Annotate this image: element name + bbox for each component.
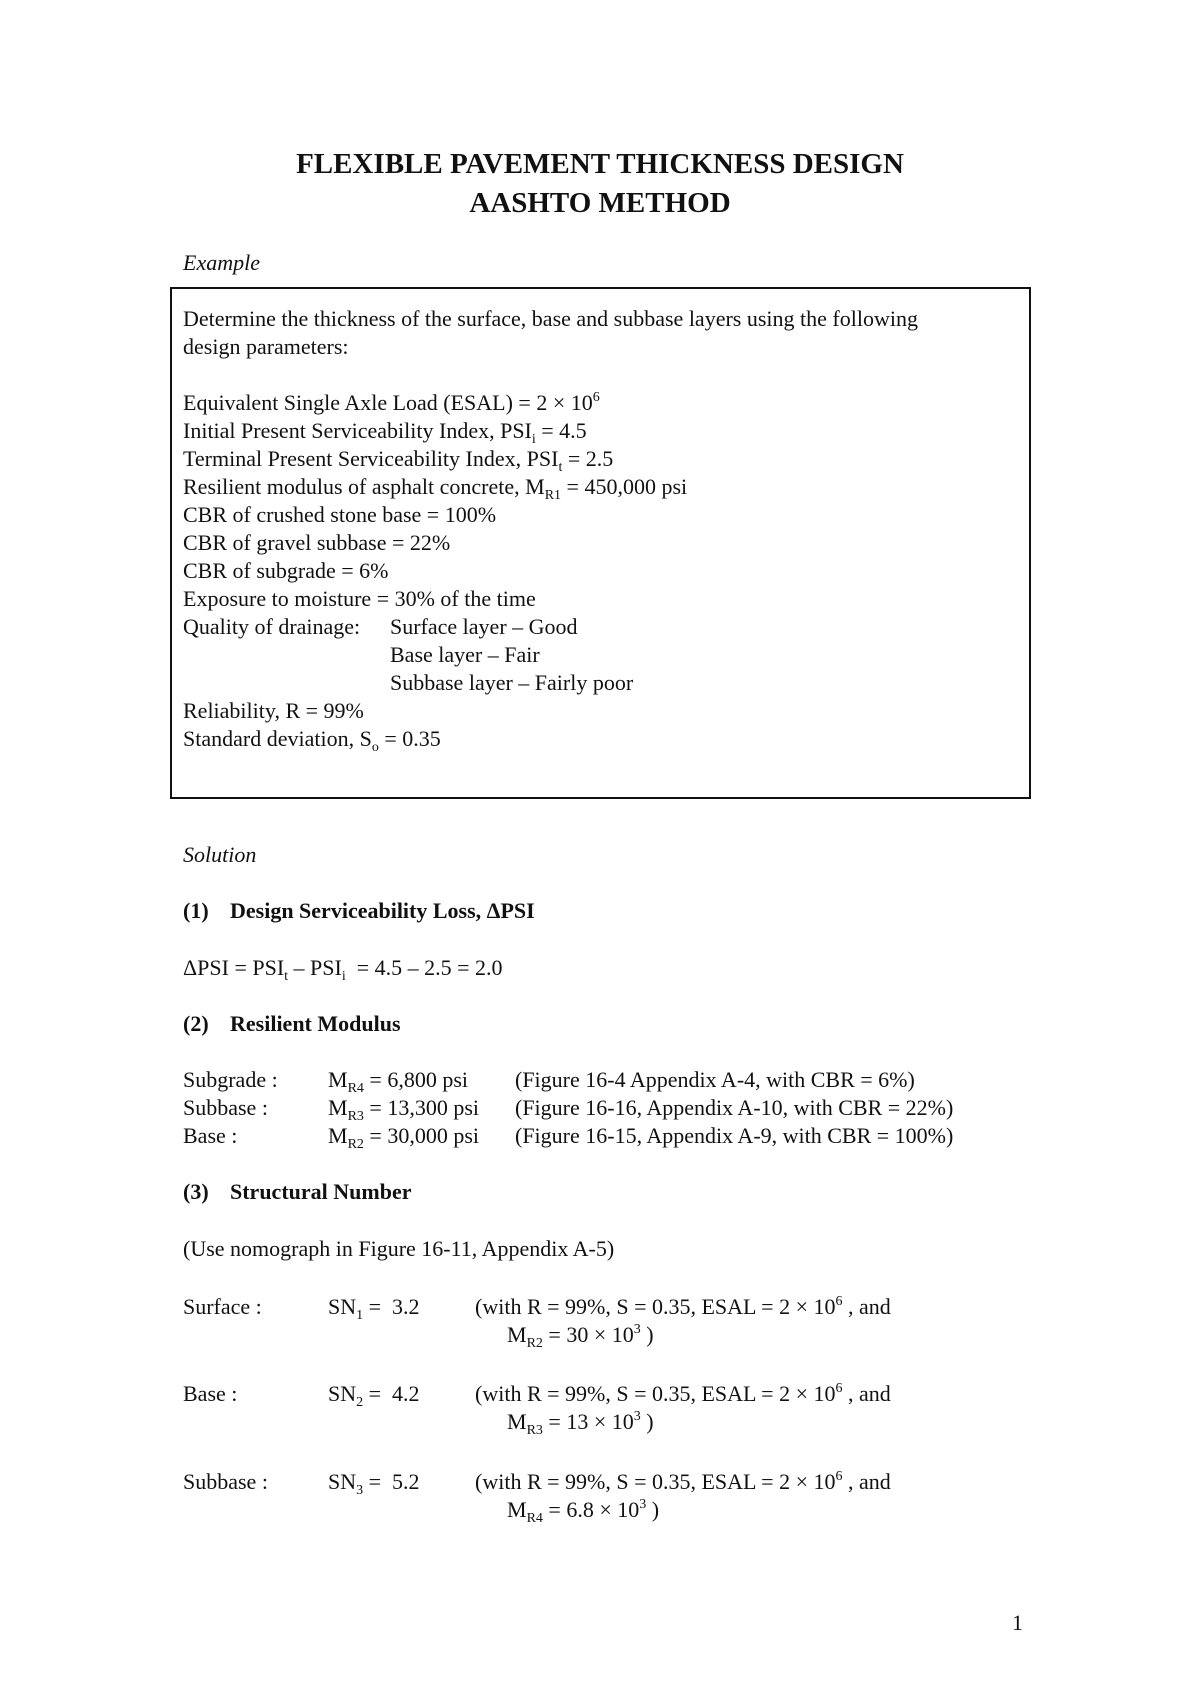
section-1-heading: Design Serviceability Loss, ΔPSI [230,898,535,923]
param-psi-terminal: Terminal Present Serviceability Index, $PSI_t = 2.5$ [183,446,614,475]
solution-label: Solution [183,842,257,867]
param-mr1: Resilient modulus of asphalt concrete, $M_{R1} = 450,000$ psi [183,474,688,503]
mr-row-reference: (Figure 16-16, Appendix A-10, with CBR = 22%) [515,1095,954,1120]
param-drainage-label: Quality of drainage: [183,614,361,639]
param-cbr-subbase: CBR of gravel subbase = 22% [183,530,451,555]
param-cbr-base: CBR of crushed stone base = 100% [183,502,497,527]
mr-row-value: $M_{R3} = 13,300$ psi [328,1095,479,1124]
sn-row-modulus: $M_{R3} = 13 \times 10^3$ ) [507,1409,654,1438]
sn-row-label: Subbase : [183,1469,268,1494]
sn-row-value: $SN_3 = 5.2$ [328,1469,420,1498]
sn-row-value: $SN_1 = 3.2$ [328,1294,420,1323]
sn-row-value: $SN_2 = 4.2$ [328,1381,420,1410]
page-subtitle: AASHTO METHOD [469,187,731,219]
problem-intro-line1: Determine the thickness of the surface, base and subbase layers using the following [183,306,918,331]
section-2-number: (2) [183,1011,209,1036]
param-moisture: Exposure to moisture = 30% of the time [183,586,536,611]
param-esal: Equivalent Single Axle Load (ESAL) = $2 \times 10^6$ [183,390,600,415]
param-drainage-base: Base layer – Fair [390,642,540,667]
mr-row-reference: (Figure 16-15, Appendix A-9, with CBR = 100%) [515,1123,954,1148]
param-psi-initial: Initial Present Serviceability Index, $PSI_i = 4.5$ [183,418,587,447]
param-drainage-surface: Surface layer – Good [390,614,578,639]
section-2-heading: Resilient Modulus [230,1011,401,1036]
param-cbr-subgrade: CBR of subgrade = 6% [183,558,389,583]
sn-row-condition: (with R = 99%, S = 0.35, ESAL = $2 \times 10^6$ , and [475,1294,891,1319]
example-label: Example [183,250,260,275]
mr-row-value: $M_{R4} = 6,800$ psi [328,1067,468,1096]
mr-row-label: Subgrade : [183,1067,278,1092]
page-title: FLEXIBLE PAVEMENT THICKNESS DESIGN [296,148,904,180]
param-drainage-subbase: Subbase layer – Fairly poor [390,670,634,695]
param-stddev: Standard deviation, $S_o = 0.35$ [183,726,441,755]
dpsi-equation: $\Delta PSI = PSI_t - PSI_i = 4.5 - 2.5 = 2.0$ [183,955,503,984]
section-3-number: (3) [183,1179,209,1204]
sn-row-condition: (with R = 99%, S = 0.35, ESAL = $2 \times 10^6$ , and [475,1381,891,1406]
sn-row-condition: (with R = 99%, S = 0.35, ESAL = $2 \times 10^6$ , and [475,1469,891,1494]
param-reliability: Reliability, R = 99% [183,698,364,723]
nomograph-note: (Use nomograph in Figure 16-11, Appendix A-5) [183,1236,615,1261]
mr-row-label: Subbase : [183,1095,268,1120]
page-number: 1 [1012,1610,1023,1635]
section-3-heading: Structural Number [230,1179,412,1204]
problem-intro-line2: design parameters: [183,334,349,359]
sn-row-label: Surface : [183,1294,262,1319]
sn-row-modulus: $M_{R4} = 6.8 \times 10^3$ ) [507,1497,660,1526]
sn-row-label: Base : [183,1381,238,1406]
section-1-number: (1) [183,898,209,923]
mr-row-label: Base : [183,1123,238,1148]
mr-row-value: $M_{R2} = 30,000$ psi [328,1123,479,1152]
mr-row-reference: (Figure 16-4 Appendix A-4, with CBR = 6%) [515,1067,915,1092]
sn-row-modulus: $M_{R2} = 30 \times 10^3$ ) [507,1322,654,1351]
